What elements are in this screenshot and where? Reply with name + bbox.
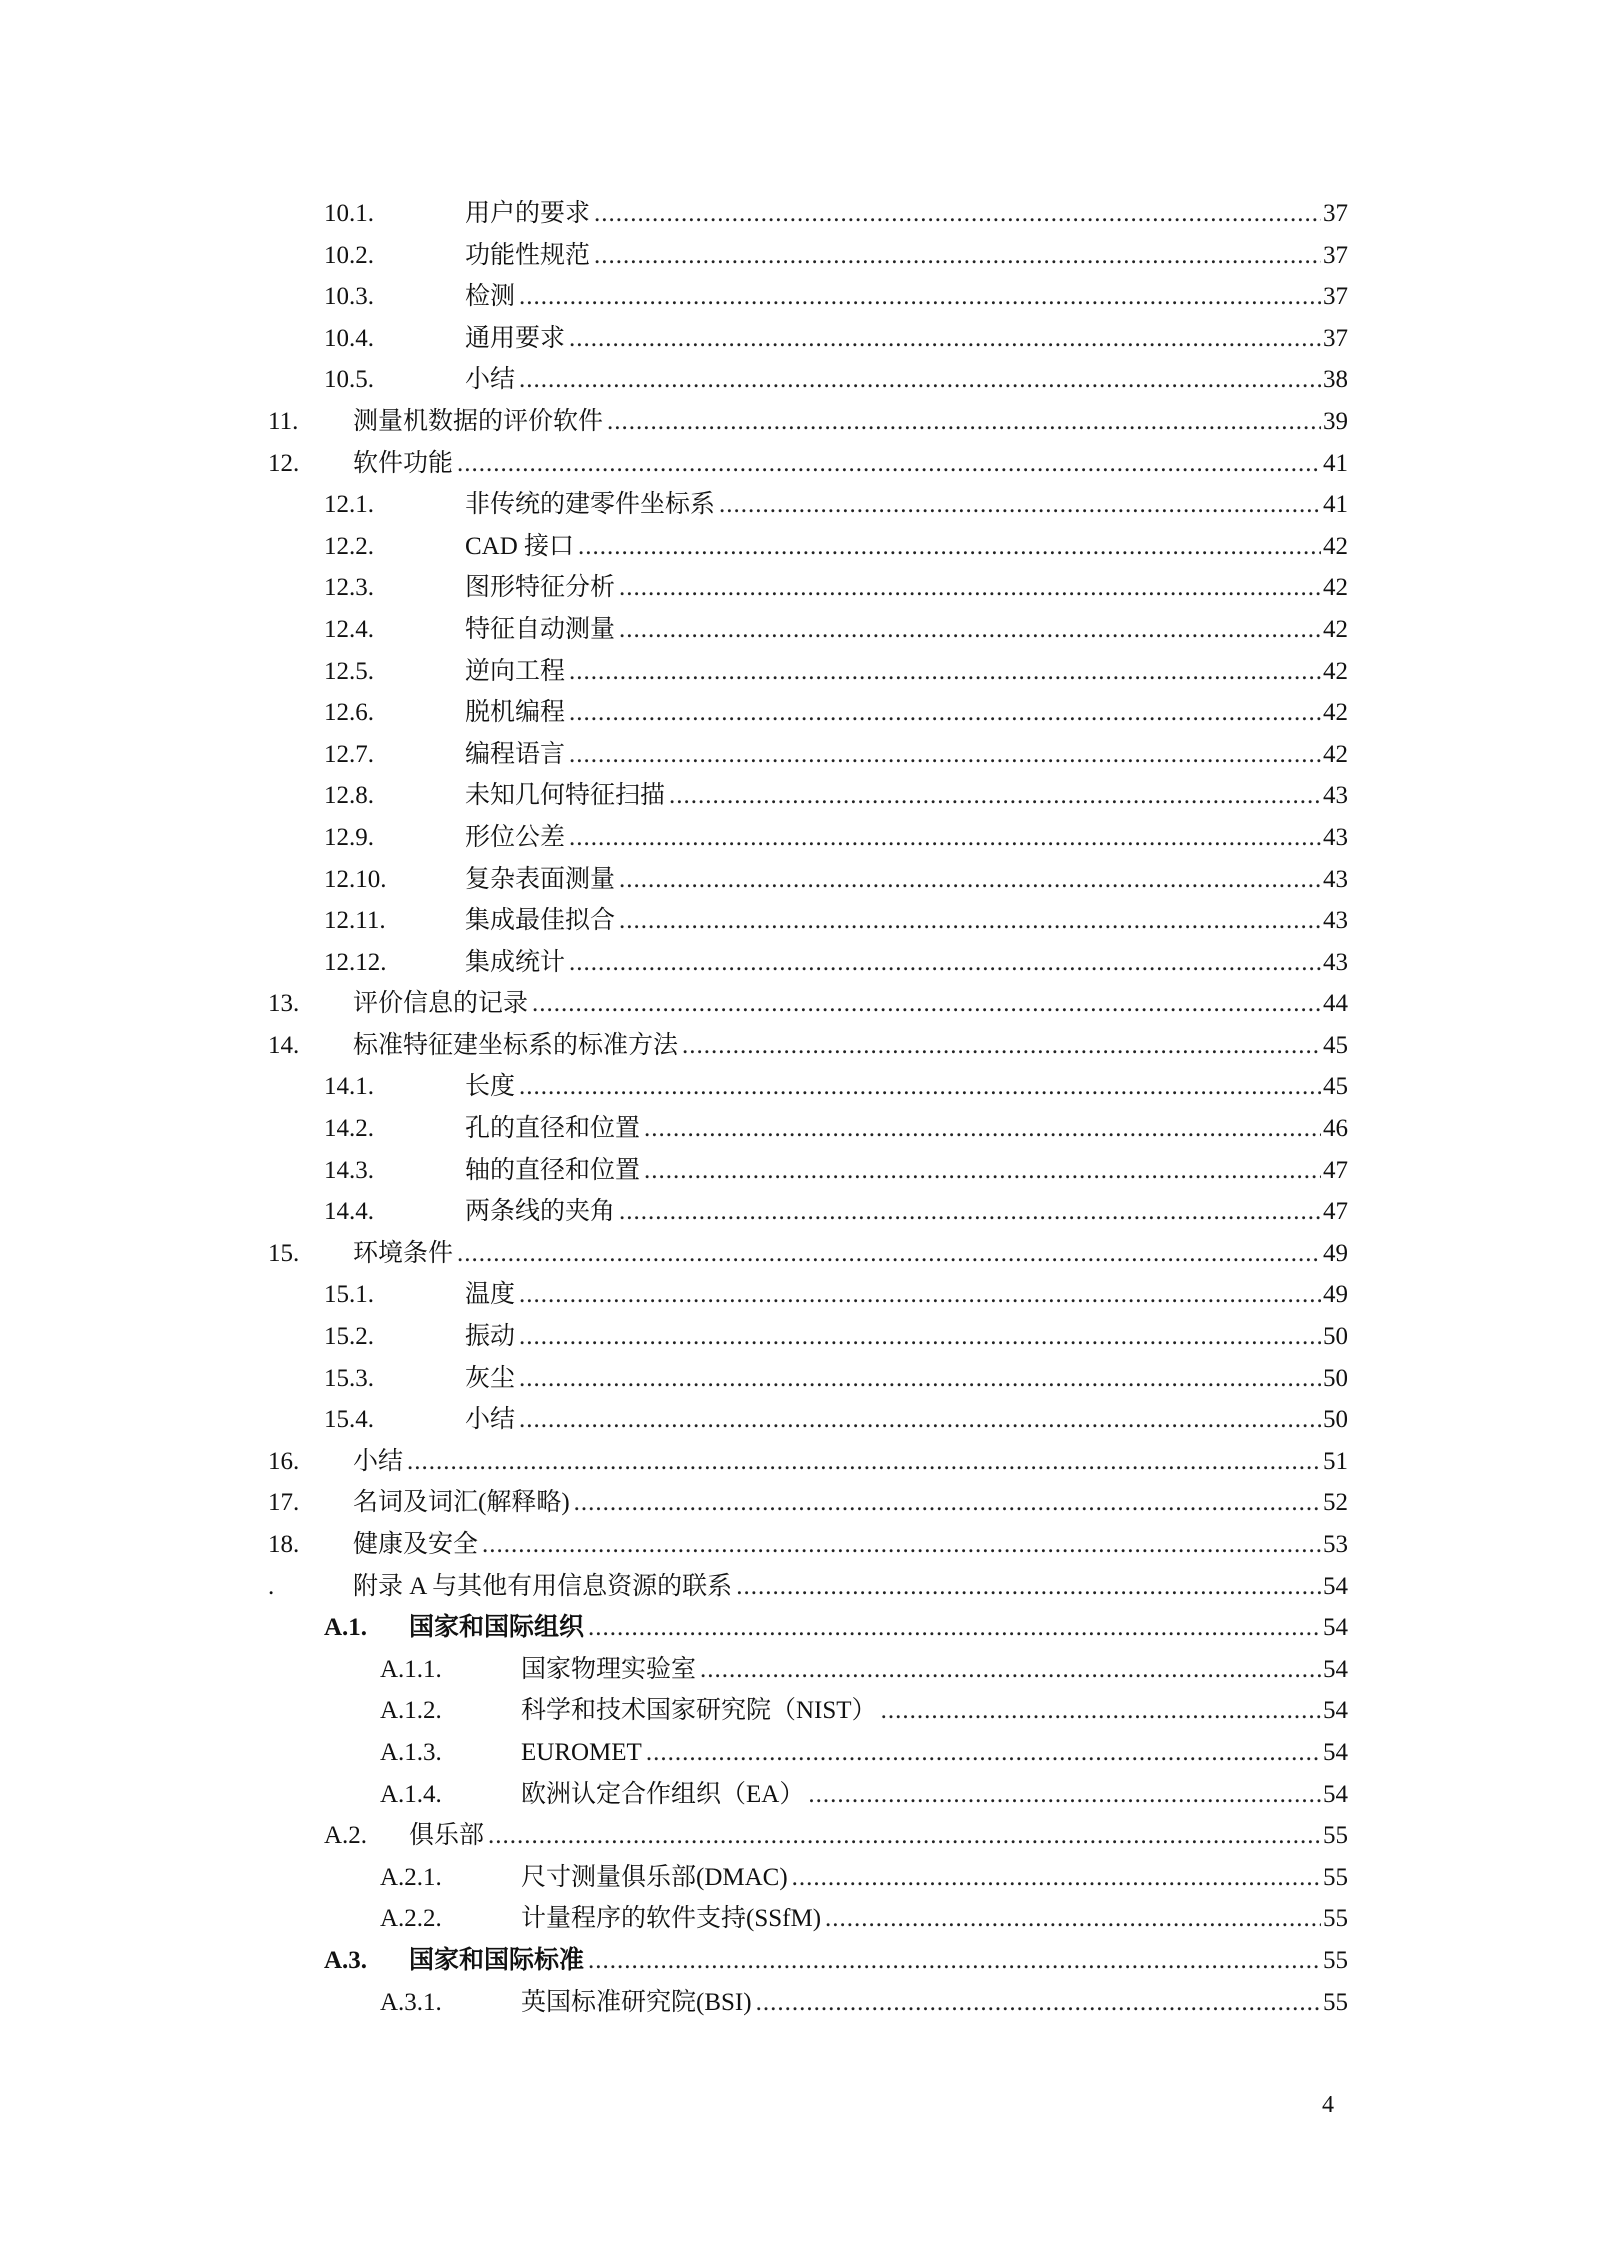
toc-entry[interactable]	[0, 692, 1598, 734]
toc-entry[interactable]	[0, 1607, 1598, 1649]
toc-entry-page: 43	[1321, 942, 1348, 984]
toc-entry[interactable]	[0, 1025, 1598, 1067]
toc-entry-title: 轴的直径和位置	[465, 1150, 644, 1192]
toc-dot-leader	[646, 1732, 1344, 1774]
toc-entry[interactable]	[0, 817, 1598, 859]
toc-entry-number: 10.5.	[324, 366, 374, 394]
toc-entry-number: A.3.1.	[380, 1988, 442, 2016]
toc-entry-title: 长度	[465, 1066, 519, 1108]
toc-entry[interactable]	[0, 1066, 1598, 1108]
toc-entry-number: A.2.1.	[380, 1863, 442, 1891]
toc-entry-number: 15.	[268, 1239, 300, 1267]
toc-dot-leader	[519, 1066, 1344, 1108]
toc-entry[interactable]	[0, 1732, 1598, 1774]
toc-entry-page: 55	[1321, 1898, 1348, 1940]
toc-entry-number: 10.1.	[324, 200, 374, 227]
toc-entry-number: 12.7.	[324, 740, 374, 768]
toc-entry[interactable]	[0, 859, 1598, 901]
toc-entry[interactable]	[0, 526, 1598, 568]
toc-entry-page: 37	[1321, 276, 1348, 318]
toc-entry-page: 39	[1321, 401, 1348, 443]
toc-entry[interactable]	[0, 1566, 1598, 1608]
toc-entry-page: 55	[1321, 1940, 1348, 1982]
toc-entry-number: 12.6.	[324, 699, 374, 727]
toc-dot-leader	[457, 1233, 1344, 1275]
toc-entry[interactable]	[0, 651, 1598, 693]
toc-entry-page: 49	[1321, 1233, 1348, 1275]
toc-dot-leader	[569, 942, 1344, 984]
toc-entry-number: A.1.3.	[380, 1738, 442, 1766]
toc-entry-page: 54	[1321, 1566, 1348, 1608]
toc-dot-leader	[569, 692, 1344, 734]
toc-entry-title: 尺寸测量俱乐部(DMAC)	[521, 1857, 792, 1899]
toc-entry-page: 41	[1321, 484, 1348, 526]
toc-entry-page: 42	[1321, 692, 1348, 734]
toc-dot-leader	[519, 276, 1344, 318]
toc-entry[interactable]	[0, 1690, 1598, 1732]
toc-entry-title: 未知几何特征扫描	[465, 775, 669, 817]
toc-entry-page: 47	[1321, 1150, 1348, 1192]
toc-entry[interactable]	[0, 567, 1598, 609]
toc-entry-number: 12.5.	[324, 657, 374, 685]
toc-dot-leader	[736, 1566, 1344, 1608]
toc-entry-title: 检测	[465, 276, 519, 318]
toc-dot-leader	[792, 1857, 1344, 1899]
toc-entry[interactable]	[0, 1274, 1598, 1316]
toc-entry-title: 小结	[465, 1399, 519, 1441]
toc-entry-page: 50	[1321, 1399, 1348, 1441]
toc-entry-title: 逆向工程	[465, 651, 569, 693]
page-number: 4	[1322, 2092, 1334, 2118]
toc-entry-page: 52	[1321, 1482, 1348, 1524]
toc-entry-page: 43	[1321, 859, 1348, 901]
toc-dot-leader	[569, 651, 1344, 693]
toc-entry-number: 12.11.	[324, 907, 386, 935]
toc-entry-number: 12.1.	[324, 491, 374, 519]
toc-entry-page: 50	[1321, 1316, 1348, 1358]
toc-entry-title: 环境条件	[353, 1233, 457, 1275]
toc-dot-leader	[808, 1774, 1344, 1816]
toc-entry-number: 14.2.	[324, 1115, 374, 1143]
toc-entry[interactable]	[0, 609, 1598, 651]
toc-entry-number: 14.	[268, 1031, 300, 1059]
toc-dot-leader	[644, 1108, 1344, 1150]
toc-entry-title: 小结	[465, 359, 519, 401]
toc-entry-title: 英国标准研究院(BSI)	[521, 1982, 756, 2024]
toc-entry-number: A.2.	[324, 1822, 368, 1850]
toc-entry[interactable]	[0, 1649, 1598, 1691]
toc-entry-number: A.3.	[324, 1946, 368, 1974]
toc-dot-leader	[482, 1524, 1344, 1566]
toc-entry-page: 42	[1321, 526, 1348, 568]
toc-entry-title: 计量程序的软件支持(SSfM)	[521, 1898, 825, 1940]
toc-entry-number: A.1.2.	[380, 1697, 442, 1725]
toc-dot-leader	[825, 1898, 1344, 1940]
toc-entry-page: 55	[1321, 1857, 1348, 1899]
toc-dot-leader	[619, 567, 1344, 609]
toc-entry-page: 43	[1321, 775, 1348, 817]
toc-dot-leader	[569, 734, 1344, 776]
toc-entry-number: 15.4.	[324, 1406, 374, 1434]
toc-entry-title: 健康及安全	[353, 1524, 482, 1566]
toc-entry-number: A.1.1.	[380, 1655, 442, 1683]
toc-dot-leader	[644, 1150, 1344, 1192]
toc-entry-number: A.1.	[324, 1614, 368, 1642]
toc-entry-page: 54	[1321, 1649, 1348, 1691]
toc-entry-number: 12.10.	[324, 865, 387, 893]
toc-entry[interactable]	[0, 401, 1598, 443]
toc-dot-leader	[569, 318, 1344, 360]
toc-entry-page: 43	[1321, 900, 1348, 942]
toc-entry-title: 集成最佳拟合	[465, 900, 619, 942]
toc-entry-number: 14.3.	[324, 1156, 374, 1184]
toc-entry[interactable]	[0, 1191, 1598, 1233]
toc-entry-title: 测量机数据的评价软件	[353, 401, 607, 443]
toc-entry-page: 54	[1321, 1774, 1348, 1816]
table-of-contents	[0, 193, 1598, 2023]
toc-dot-leader	[881, 1690, 1344, 1732]
toc-entry-page: 44	[1321, 983, 1348, 1025]
toc-entry-page: 42	[1321, 651, 1348, 693]
toc-entry[interactable]	[0, 983, 1598, 1025]
toc-entry[interactable]	[0, 235, 1598, 277]
toc-entry-title: 小结	[353, 1441, 407, 1483]
toc-entry[interactable]	[0, 1815, 1598, 1857]
toc-entry[interactable]	[0, 1774, 1598, 1816]
toc-entry[interactable]	[0, 443, 1598, 485]
toc-entry-title: 功能性规范	[465, 235, 594, 277]
toc-dot-leader	[532, 983, 1344, 1025]
toc-entry-page: 51	[1321, 1441, 1348, 1483]
toc-entry[interactable]	[0, 1150, 1598, 1192]
toc-entry-page: 50	[1321, 1358, 1348, 1400]
toc-entry[interactable]	[0, 1898, 1598, 1940]
toc-entry[interactable]	[0, 1482, 1598, 1524]
toc-dot-leader	[574, 1482, 1344, 1524]
toc-entry-number: A.1.4.	[380, 1780, 442, 1808]
toc-entry-title: CAD 接口	[465, 526, 578, 568]
toc-entry-number: 15.3.	[324, 1364, 374, 1392]
toc-entry-number: 12.12.	[324, 948, 387, 976]
toc-entry-number: 12.	[268, 449, 300, 477]
toc-entry-title: 图形特征分析	[465, 567, 619, 609]
toc-entry-title: 编程语言	[465, 734, 569, 776]
toc-dot-leader	[619, 609, 1344, 651]
toc-entry-page: 37	[1321, 193, 1348, 235]
toc-entry[interactable]	[0, 1441, 1598, 1483]
toc-dot-leader	[457, 443, 1344, 485]
toc-entry[interactable]	[0, 1982, 1598, 2024]
toc-entry-title: 脱机编程	[465, 692, 569, 734]
toc-entry[interactable]	[0, 1233, 1598, 1275]
toc-dot-leader	[594, 235, 1344, 277]
toc-entry[interactable]	[0, 318, 1598, 360]
toc-dot-leader	[588, 1607, 1344, 1649]
toc-entry[interactable]	[0, 775, 1598, 817]
toc-entry-number: 10.2.	[324, 241, 374, 269]
toc-entry[interactable]	[0, 484, 1598, 526]
toc-entry-number: 12.9.	[324, 823, 374, 851]
toc-entry[interactable]	[0, 1316, 1598, 1358]
toc-entry-number: 10.4.	[324, 324, 374, 352]
toc-entry[interactable]	[0, 193, 1598, 235]
toc-entry-number: 10.3.	[324, 283, 374, 311]
toc-entry-title: 俱乐部	[409, 1815, 488, 1857]
toc-entry-title: 特征自动测量	[465, 609, 619, 651]
toc-dot-leader	[700, 1649, 1344, 1691]
toc-entry-page: 55	[1321, 1982, 1348, 2024]
toc-entry-page: 38	[1321, 359, 1348, 401]
toc-entry-title: 孔的直径和位置	[465, 1108, 644, 1150]
toc-entry-number: 12.2.	[324, 532, 374, 560]
toc-entry-number: 12.4.	[324, 615, 374, 643]
toc-entry-title: 国家物理实验室	[521, 1649, 700, 1691]
toc-entry-title: EUROMET	[521, 1732, 646, 1774]
toc-entry-page: 45	[1321, 1025, 1348, 1067]
toc-dot-leader	[756, 1982, 1344, 2024]
toc-entry-number: A.2.2.	[380, 1905, 442, 1933]
toc-entry-page: 54	[1321, 1690, 1348, 1732]
toc-entry-number: 15.1.	[324, 1281, 374, 1309]
toc-entry-title: 附录 A 与其他有用信息资源的联系	[353, 1566, 736, 1608]
toc-entry[interactable]	[0, 359, 1598, 401]
toc-entry[interactable]	[0, 1940, 1598, 1982]
toc-entry-page: 37	[1321, 318, 1348, 360]
toc-entry-number: 16.	[268, 1447, 300, 1475]
toc-dot-leader	[619, 1191, 1344, 1233]
toc-dot-leader	[519, 1316, 1344, 1358]
toc-entry[interactable]	[0, 1857, 1598, 1899]
toc-entry-number: .	[268, 1572, 275, 1600]
toc-entry-page: 49	[1321, 1274, 1348, 1316]
toc-entry-page: 47	[1321, 1191, 1348, 1233]
toc-entry-title: 用户的要求	[465, 193, 594, 235]
toc-entry[interactable]	[0, 942, 1598, 984]
toc-entry-title: 名词及词汇(解释略)	[353, 1482, 574, 1524]
toc-entry-number: 15.2.	[324, 1323, 374, 1351]
toc-entry-page: 42	[1321, 567, 1348, 609]
toc-dot-leader	[488, 1815, 1344, 1857]
toc-dot-leader	[407, 1441, 1344, 1483]
toc-dot-leader	[719, 484, 1344, 526]
toc-entry-title: 国家和国际组织	[409, 1607, 588, 1649]
toc-dot-leader	[519, 1399, 1344, 1441]
toc-dot-leader	[519, 1358, 1344, 1400]
toc-entry[interactable]	[0, 1399, 1598, 1441]
toc-entry-title: 国家和国际标准	[409, 1940, 588, 1982]
toc-entry[interactable]	[0, 276, 1598, 318]
toc-entry-page: 55	[1321, 1815, 1348, 1857]
toc-entry-page: 54	[1321, 1732, 1348, 1774]
toc-entry-page: 45	[1321, 1066, 1348, 1108]
toc-entry[interactable]	[0, 734, 1598, 776]
toc-entry-page: 42	[1321, 734, 1348, 776]
toc-entry-title: 两条线的夹角	[465, 1191, 619, 1233]
toc-dot-leader	[569, 817, 1344, 859]
toc-dot-leader	[669, 775, 1344, 817]
toc-dot-leader	[519, 359, 1344, 401]
toc-entry-number: 14.4.	[324, 1198, 374, 1226]
toc-entry-page: 53	[1321, 1524, 1348, 1566]
toc-entry-page: 43	[1321, 817, 1348, 859]
toc-dot-leader	[519, 1274, 1344, 1316]
toc-entry-title: 振动	[465, 1316, 519, 1358]
toc-dot-leader	[619, 859, 1344, 901]
toc-entry-title: 科学和技术国家研究院（NIST）	[521, 1690, 881, 1732]
toc-entry-title: 形位公差	[465, 817, 569, 859]
toc-entry-number: 18.	[268, 1531, 300, 1558]
toc-entry-title: 灰尘	[465, 1358, 519, 1400]
toc-dot-leader	[607, 401, 1344, 443]
toc-dot-leader	[682, 1025, 1344, 1067]
toc-entry-page: 46	[1321, 1108, 1348, 1150]
toc-entry[interactable]	[0, 1358, 1598, 1400]
toc-entry-number: 13.	[268, 990, 300, 1018]
toc-entry-number: 12.3.	[324, 574, 374, 602]
toc-entry-number: 14.1.	[324, 1073, 374, 1101]
toc-dot-leader	[578, 526, 1344, 568]
toc-entry[interactable]	[0, 900, 1598, 942]
toc-entry-title: 评价信息的记录	[353, 983, 532, 1025]
toc-entry-page: 41	[1321, 443, 1348, 485]
toc-dot-leader	[588, 1940, 1344, 1982]
toc-entry-page: 54	[1321, 1607, 1348, 1649]
toc-entry-title: 温度	[465, 1274, 519, 1316]
toc-entry-number: 12.8.	[324, 782, 374, 810]
toc-entry-page: 42	[1321, 609, 1348, 651]
toc-entry-number: 11.	[268, 407, 299, 435]
toc-entry-number: 17.	[268, 1489, 300, 1517]
toc-entry[interactable]	[0, 1524, 1598, 1566]
toc-entry-title: 软件功能	[353, 443, 457, 485]
toc-entry-title: 复杂表面测量	[465, 859, 619, 901]
toc-dot-leader	[619, 900, 1344, 942]
toc-dot-leader	[594, 193, 1344, 235]
toc-entry[interactable]	[0, 1108, 1598, 1150]
toc-entry-page: 37	[1321, 235, 1348, 277]
toc-entry-title: 欧洲认定合作组织（EA）	[521, 1774, 808, 1816]
toc-entry-title: 通用要求	[465, 318, 569, 360]
toc-entry-title: 非传统的建零件坐标系	[465, 484, 719, 526]
toc-entry-title: 标准特征建坐标系的标准方法	[353, 1025, 682, 1067]
toc-entry-title: 集成统计	[465, 942, 569, 984]
